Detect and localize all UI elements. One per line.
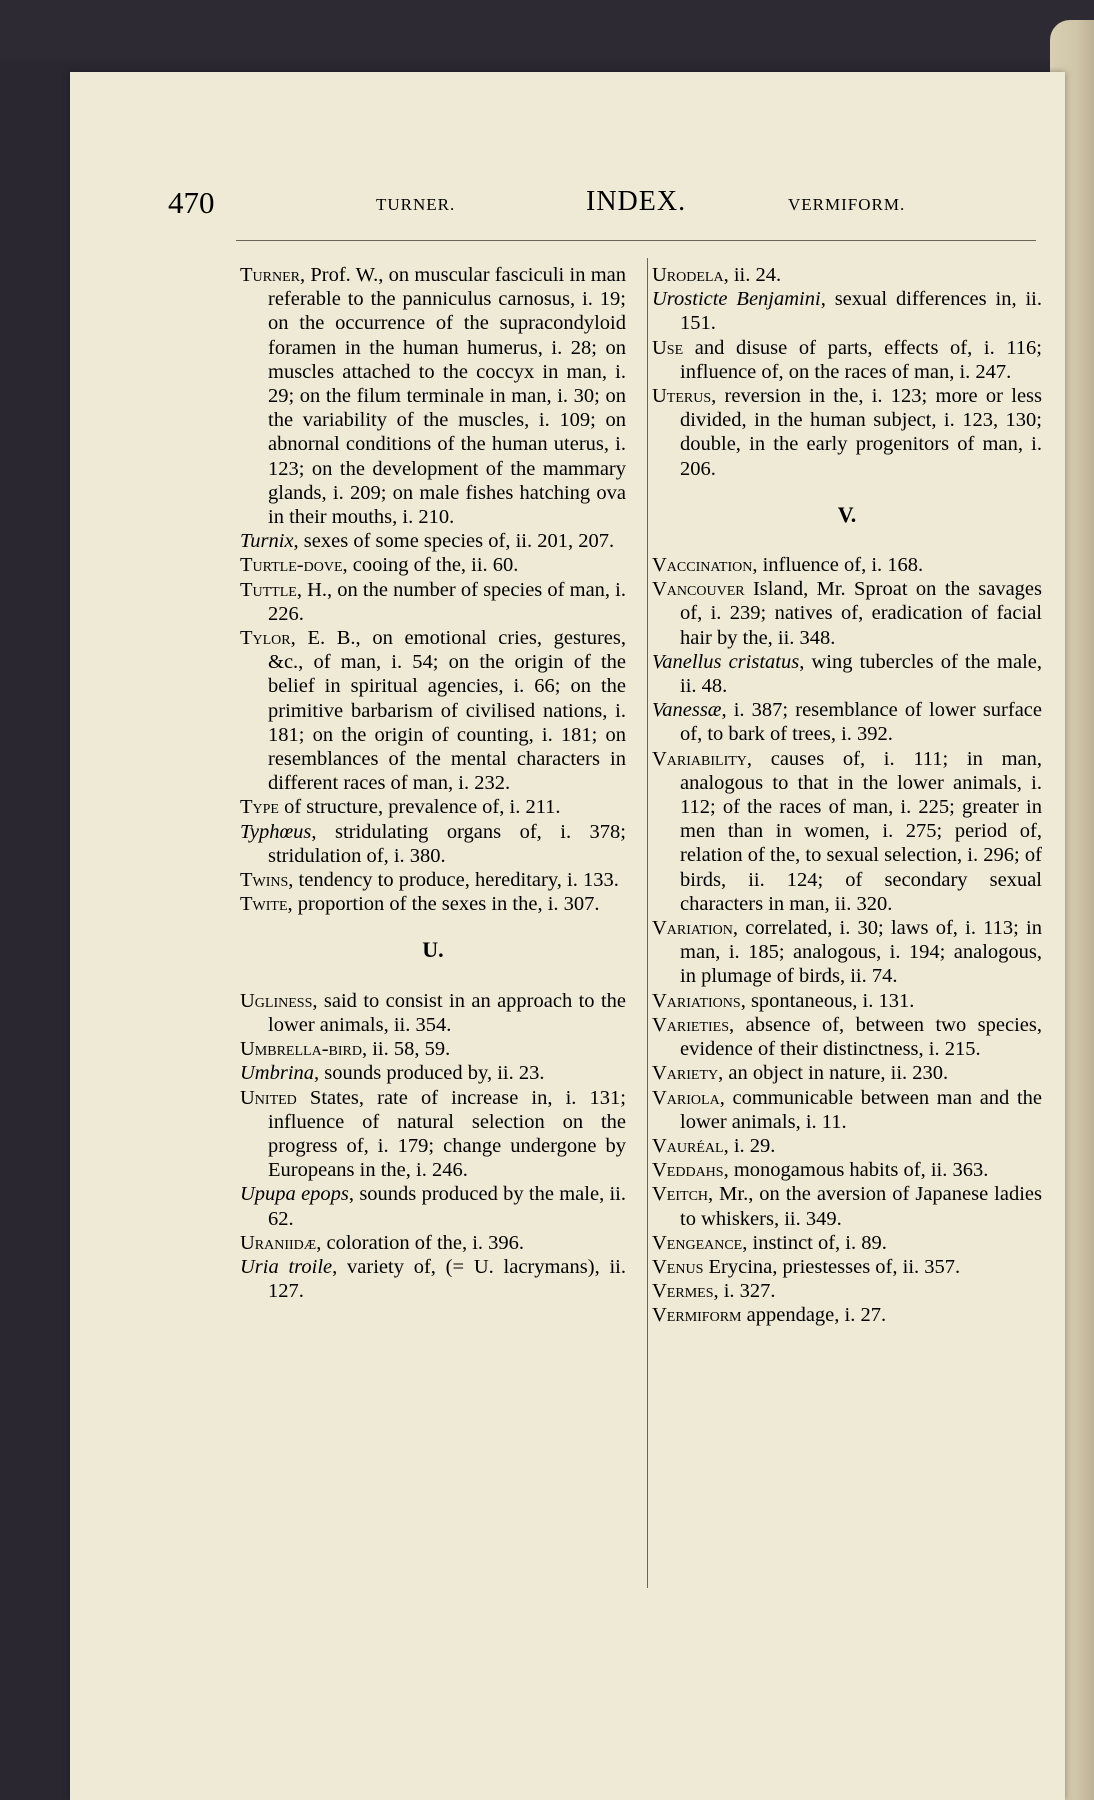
index-entry-text: , cooing of the, ii. 60. bbox=[342, 554, 519, 577]
index-entry-text: , correlated, i. 30; laws of, i. 113; in man, i. 185; analogous, i. 194; analogous, in plumage of birds, ii. 74. bbox=[680, 917, 1042, 988]
index-entry-term: Veitch bbox=[652, 1183, 709, 1206]
index-entry-term: Venus bbox=[652, 1255, 704, 1278]
section-letter: U. bbox=[422, 937, 444, 963]
index-entry bbox=[240, 892, 626, 916]
index-entry bbox=[652, 1279, 1042, 1303]
index-entry bbox=[652, 1086, 1042, 1134]
index-entry-term: Vancouver bbox=[652, 578, 745, 601]
index-entry bbox=[652, 1013, 1042, 1061]
index-entry bbox=[240, 1086, 626, 1183]
index-entry-text: and disuse of parts, effects of, i. 116; influence of, on the races of man, i. 247. bbox=[680, 336, 1042, 383]
index-entry bbox=[652, 747, 1042, 916]
index-entry-text: , ii. 58, 59. bbox=[361, 1038, 451, 1061]
index-entry bbox=[652, 1134, 1042, 1158]
index-entry-text: States, rate of increase in, i. 131; influence of natural selection on the progress of, i. 179; change undergone by Europeans in the, i. 246. bbox=[268, 1086, 626, 1182]
index-entry bbox=[652, 650, 1042, 698]
index-entry-text: , E. B., on emotional cries, gestures, &c., of man, i. 54; on the origin of the belief in spiritual agencies, i. 66; on the primitive barbarism of civilised nations, i. 181; on the origin of counting, i. 181; on resemblances of the mental characters in different races of man, i. 232. bbox=[268, 627, 626, 795]
index-entry bbox=[652, 916, 1042, 989]
index-entry bbox=[240, 263, 626, 529]
index-entry-term: Umbrina bbox=[240, 1062, 315, 1085]
index-entry-term: Turner bbox=[240, 264, 300, 286]
index-entry-term: Twite bbox=[240, 893, 288, 916]
index-entry-text: , tendency to produce, hereditary, i. 133. bbox=[288, 869, 619, 892]
index-entry-term: Uria troile bbox=[240, 1255, 333, 1278]
index-entry bbox=[652, 1231, 1042, 1255]
index-entry-term: Vauréal bbox=[652, 1134, 724, 1157]
index-entry-term: Varieties bbox=[652, 1013, 730, 1036]
index-entry-term: Twins bbox=[240, 869, 289, 892]
index-entry bbox=[652, 1158, 1042, 1182]
index-entry bbox=[652, 577, 1042, 650]
index-entry-term: Veddahs bbox=[652, 1159, 724, 1182]
running-head-right: VERMIFORM. bbox=[788, 195, 906, 214]
index-entry-text: , sexual differences in, ii. 151. bbox=[680, 288, 1042, 335]
index-entry-term: United bbox=[240, 1086, 297, 1109]
index-entry-term: Urosticte Benjamini bbox=[652, 288, 821, 311]
index-entry bbox=[652, 1303, 1042, 1327]
index-entry-term: Vengeance bbox=[652, 1231, 743, 1254]
index-entry bbox=[240, 1182, 626, 1230]
index-entry bbox=[652, 263, 1042, 287]
index-entry-text: , stridulating organs of, i. 378; stridulation of, i. 380. bbox=[268, 820, 626, 867]
index-entry-text: , communicable between man and the lower animals, i. 11. bbox=[680, 1086, 1042, 1133]
index-entry-term: Vanessæ bbox=[652, 699, 722, 722]
header-rule bbox=[236, 240, 1036, 241]
index-entry bbox=[652, 1255, 1042, 1279]
index-entry-text: , sounds produced by, ii. 23. bbox=[314, 1062, 545, 1085]
running-head-title: INDEX. bbox=[586, 186, 687, 217]
index-entry-text: , H., on the number of species of man, i. 226. bbox=[268, 578, 626, 625]
index-entry-term: Tuttle bbox=[240, 578, 297, 601]
index-entry-text: , sounds produced by the male, ii. 62. bbox=[268, 1183, 626, 1230]
index-entry-term: Vermiform bbox=[652, 1304, 742, 1327]
index-entry bbox=[652, 1061, 1042, 1085]
index-entry-term: Tylor bbox=[240, 627, 291, 650]
index-entry-term: Vermes bbox=[652, 1280, 714, 1303]
index-entry-term: Ugliness bbox=[240, 989, 313, 1012]
index-entry bbox=[240, 529, 626, 553]
index-entry-term: Typhœus bbox=[240, 820, 312, 843]
index-entry-text: , proportion of the sexes in the, i. 307. bbox=[287, 893, 600, 916]
index-entry-term: Vaccination bbox=[652, 554, 753, 577]
index-entry bbox=[240, 1255, 626, 1303]
index-entry-text: appendage, i. 27. bbox=[741, 1304, 887, 1327]
page-number: 470 bbox=[168, 185, 215, 220]
index-entry bbox=[652, 989, 1042, 1013]
index-entry-term: Umbrella-bird bbox=[240, 1038, 362, 1061]
index-entry-term: Uterus bbox=[652, 385, 712, 408]
index-entry-text: Island, Mr. Sproat on the savages of, i. 239; natives of, eradication of facial hair by the, ii. 348. bbox=[680, 578, 1042, 649]
index-entry-term: Variation bbox=[652, 917, 733, 940]
index-entry-term: Variola bbox=[652, 1086, 720, 1109]
index-entry bbox=[240, 820, 626, 868]
index-entry-text: , monogamous habits of, ii. 363. bbox=[723, 1159, 989, 1182]
index-entry-term: Variety bbox=[652, 1062, 719, 1085]
index-entry bbox=[240, 578, 626, 626]
index-entry-term: Turtle-dove bbox=[240, 554, 343, 577]
index-entry-term: Upupa epops bbox=[240, 1183, 349, 1206]
index-column-left bbox=[240, 263, 626, 1303]
index-entry bbox=[652, 698, 1042, 746]
index-entry bbox=[240, 795, 626, 819]
index-entry-text: , reversion in the, i. 123; more or less divided, in the human subject, i. 123, 130; double, in the early progenitors of man, i. 206. bbox=[680, 385, 1042, 480]
index-entry-term: Turnix bbox=[240, 530, 294, 553]
index-entry-term: Type bbox=[240, 796, 279, 819]
index-entry bbox=[240, 1061, 626, 1085]
index-entry bbox=[240, 626, 626, 795]
index-entry bbox=[652, 336, 1042, 384]
index-entry-text: , wing tubercles of the male, ii. 48. bbox=[680, 650, 1043, 698]
index-entry bbox=[240, 868, 626, 892]
index-entry-text: , Mr., on the aversion of Japanese ladies to whiskers, ii. 349. bbox=[680, 1183, 1042, 1230]
index-entry-text: , sexes of some species of, ii. 201, 207. bbox=[293, 530, 615, 553]
index-entry-text: , absence of, between two species, evidence of their distinctness, i. 215. bbox=[680, 1013, 1042, 1061]
column-divider bbox=[647, 258, 648, 1588]
index-entry-text: , said to consist in an approach to the lower animals, ii. 354. bbox=[268, 989, 626, 1036]
index-entry bbox=[652, 384, 1042, 481]
index-entry-text: , an object in nature, ii. 230. bbox=[718, 1062, 949, 1085]
running-head-left: TURNER. bbox=[376, 195, 456, 214]
index-entry bbox=[240, 1037, 626, 1061]
index-entry bbox=[240, 553, 626, 577]
index-entry-text: , i. 387; resemblance of lower surface of, to bark of trees, i. 392. bbox=[680, 699, 1042, 746]
section-letter: V. bbox=[837, 501, 857, 527]
index-entry-text: , ii. 24. bbox=[723, 264, 782, 286]
index-entry-text: , influence of, i. 168. bbox=[752, 554, 924, 577]
index-entry-term: Vanellus cristatus bbox=[652, 650, 800, 673]
index-entry-text: Erycina, priestesses of, ii. 357. bbox=[703, 1255, 961, 1278]
index-column-right bbox=[652, 263, 1042, 1328]
index-entry-term: Urodela bbox=[652, 264, 724, 286]
index-entry bbox=[240, 989, 626, 1037]
index-entry-text: , i. 29. bbox=[723, 1134, 776, 1157]
index-entry-text: , i. 327. bbox=[713, 1280, 776, 1303]
index-entry-text: , spontaneous, i. 131. bbox=[740, 989, 915, 1012]
index-entry-text: , causes of, i. 111; in man, analogous to that in the lower animals, i. 112; of the races of man, i. 225; greater in men than in women, i. 275; period of, relation of the, to sexual selection, i. 296; of birds, ii. 124; of secondary sexual characters in man, ii. 320. bbox=[680, 747, 1042, 915]
index-entry-term: Uraniidæ bbox=[240, 1231, 317, 1254]
index-entry bbox=[652, 553, 1042, 577]
index-entry-text: , instinct of, i. 89. bbox=[742, 1231, 887, 1254]
scan-backdrop bbox=[0, 0, 1094, 60]
index-entry bbox=[240, 1231, 626, 1255]
index-entry-text: , Prof. W., on muscular fasciculi in man referable to the panniculus carnosus, i. 19; on the occurrence of the supracondyloid foramen in the human humerus, i. 28; on muscles attached to the coccyx in man, i. 29; on the filum terminale in man, i. 30; on the variability of the muscles, i. 109; on abnornal conditions of the human uterus, i. 123; on the development of the mammary glands, i. 209; on male fishes hatching ova in their mouths, i. 210. bbox=[268, 264, 626, 529]
index-entry-text: of structure, prevalence of, i. 211. bbox=[278, 796, 561, 819]
index-entry bbox=[652, 1182, 1042, 1230]
index-entry-term: Variations bbox=[652, 989, 741, 1012]
index-entry-text: , variety of, (= U. lacrymans), ii. 127. bbox=[268, 1255, 626, 1303]
index-entry bbox=[652, 287, 1042, 335]
index-entry-term: Variability bbox=[652, 747, 747, 770]
index-entry-term: Use bbox=[652, 336, 684, 359]
index-entry-text: , coloration of the, i. 396. bbox=[316, 1231, 525, 1254]
